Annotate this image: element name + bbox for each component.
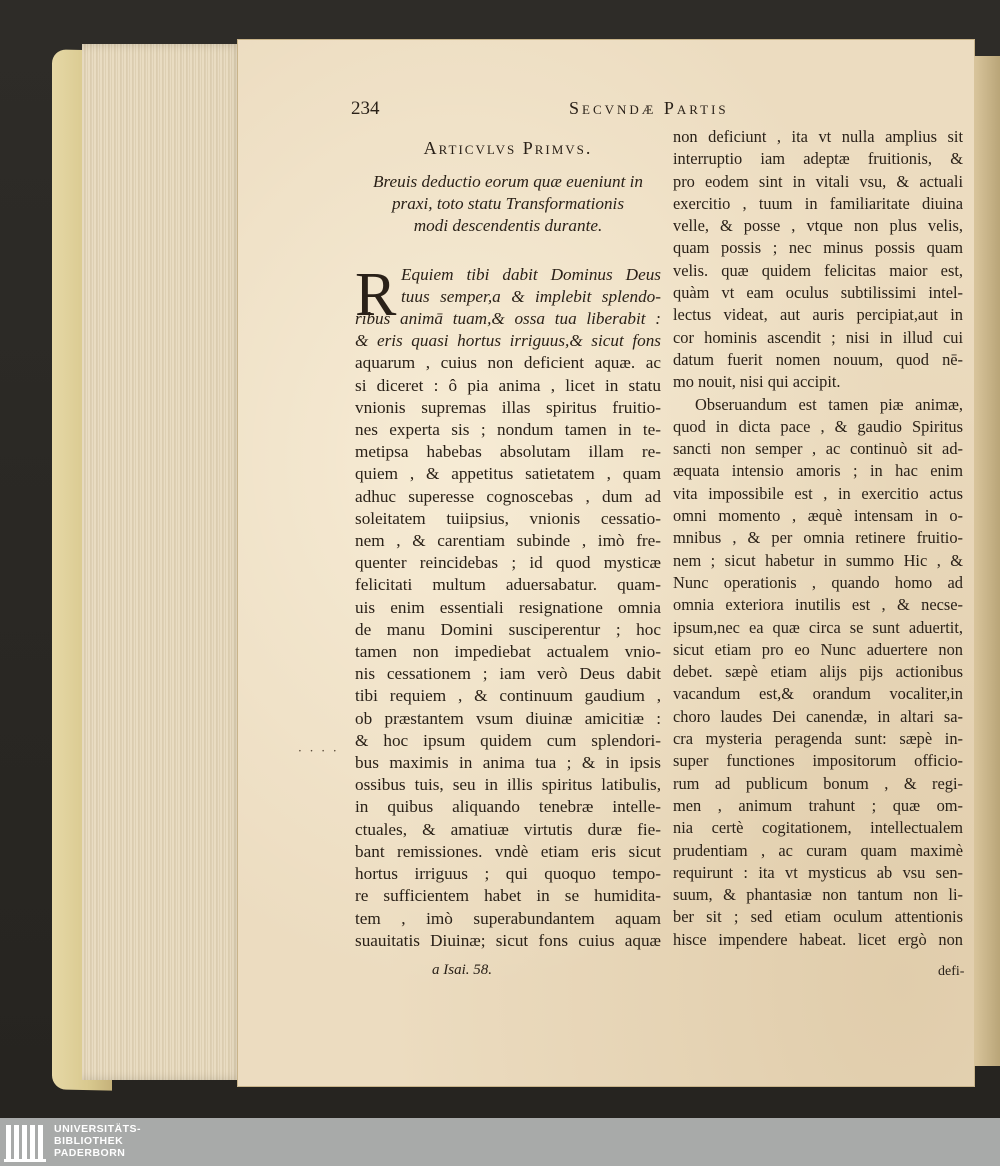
body-line: quiem , & appetitus satietatem , quam: [355, 464, 661, 484]
body-line: nis cessationem ; iam verò Deus dabit: [355, 664, 661, 684]
body-line: mo nouit, nisi qui accipit.: [673, 372, 841, 392]
body-line: cor hominis ascendit ; nisi in illud cui: [673, 327, 963, 347]
catchword: defi-: [938, 964, 965, 979]
body-line: felicitati multum aduersabatur. quam-: [355, 575, 661, 595]
library-name: [54, 1123, 141, 1159]
body-line: in quibus aliquando tenebræ intelle-: [355, 797, 661, 817]
body-line: de manu Domini susciperentur ; hoc: [355, 619, 661, 639]
body-line: velis. quæ quidem felicitas maior est,: [673, 260, 963, 280]
body-line: bus maximis in anima tua ; & in ipsis: [355, 753, 661, 773]
body-line: vita impossibile est , in exercitio actus: [673, 483, 963, 503]
right-text-column: [673, 126, 963, 951]
body-line: uis enim essentiali resignatione omnia: [355, 597, 661, 617]
body-line: ribus animā tuam,& ossa tua liberabit :: [355, 309, 661, 329]
body-line: men , animum trahunt ; quæ om-: [673, 795, 963, 815]
body-line: sancti non semper , ac continuò sit ad-: [673, 439, 963, 459]
summary-line: praxi, toto statu Transformationis: [391, 194, 625, 214]
body-line: aquarum , cuius non deficient aquæ. ac: [355, 353, 661, 373]
body-line: datum fuerit nomen nouum, quod nē-: [673, 349, 963, 369]
body-line: choro laudes Dei canendæ, in altari sa-: [673, 706, 963, 726]
page-stack-edges: [82, 44, 244, 1080]
body-line: æquata intensio amoris ; in hac enim: [673, 461, 963, 481]
body-line: suauitatis Diuinæ; sicut fons cuius aquæ: [355, 930, 661, 950]
summary-line: modi descendentis durante.: [413, 216, 603, 236]
body-line: metipsa habebas absolutam illam re-: [355, 442, 661, 462]
body-line: requirunt : ita vt mysticus ab vsu sen-: [673, 862, 963, 882]
body-line: suum, & phantasiæ non tantum non li-: [673, 885, 963, 905]
body-line: tuus semper,a & implebit splendo-: [401, 286, 661, 306]
library-name-line: UNIVERSITÄTS-: [54, 1123, 142, 1135]
body-line: cra mysteria peragenda sunt: sæpè in-: [673, 729, 963, 749]
body-line: nem ; sicut habetur in summo Hic , &: [673, 550, 963, 570]
body-line: ber sit ; sed etiam oculum attentionis: [673, 907, 963, 927]
body-line: velle, & posse , vtque non plus velis,: [673, 216, 963, 236]
right-body-text: [673, 126, 963, 951]
body-line: Nunc operationis , quando homo ad: [673, 572, 963, 592]
body-line: quam possis ; nec minus possis quam: [673, 238, 963, 258]
body-line: omni momento , æquè intensam in o-: [673, 506, 963, 526]
library-footer-bar: [0, 1118, 1000, 1166]
library-name-line: PADERBORN: [54, 1147, 126, 1159]
body-line: pro eodem sint in vitali vsu, & actuali: [673, 171, 963, 191]
body-line: rum ad publicum bonum , & regi-: [673, 773, 963, 793]
body-line: Equiem tibi dabit Dominus Deus: [401, 264, 661, 284]
body-line: hortus irriguus ; qui quoquo tempo-: [355, 864, 661, 884]
facing-page-edge: [974, 56, 1000, 1066]
running-head-title: Secvndæ Partis: [569, 98, 729, 118]
left-text-column: [355, 136, 661, 952]
body-line: debet. sæpè etiam alijs pijs actionibus: [673, 662, 963, 682]
summary-line: Breuis deductio eorum quæ eueniunt in: [372, 172, 644, 191]
body-line: non deficiunt , ita vt nulla amplius sit: [673, 127, 963, 146]
body-line: & eris quasi hortus irriguus,& sicut fons: [355, 331, 661, 351]
body-line: nem , & carentiam subinde , imò fre-: [355, 531, 661, 551]
body-line: ob præstantem vsum diuinæ amicitiæ :: [355, 708, 661, 728]
body-line: mnibus , & per omnia retinere fruitio-: [673, 528, 963, 548]
body-line: bant remissiones. vndè etiam eris sicut: [355, 841, 661, 861]
body-line: sicut etiam pro eo Nunc aduertere non: [673, 639, 963, 659]
body-line: & hoc ipsum quidem cum splendori-: [355, 730, 661, 750]
body-line: quàm vt eam oculus subtilissimi intel-: [673, 283, 963, 303]
body-line: quenter reincidebas ; id quod mysticæ: [355, 553, 661, 573]
body-line: prudentiam , ac curam quam maximè: [673, 840, 963, 860]
article-title: Articvlvs Primvs.: [423, 138, 593, 158]
dropcap-letter: R: [355, 260, 397, 329]
library-logo-icon: [4, 1121, 48, 1163]
body-line: super functiones impositorum officio-: [673, 751, 963, 771]
body-line: quod in dicta pace , & gaudio Spiritus: [673, 416, 963, 436]
body-line: Obseruandum est tamen piæ animæ,: [695, 394, 963, 414]
body-line: tem , imò superabundantem aquam: [355, 908, 661, 928]
body-line: ctuales, & amatiuæ virtutis duræ fie-: [355, 819, 661, 839]
body-line: exercitio , tuum in familiaritate diuina: [673, 193, 963, 213]
body-line: lectus videat, aut auris percipiat,aut in: [673, 305, 963, 325]
article-summary: [355, 171, 661, 238]
body-line: tamen non impediebat actualem vnio-: [355, 642, 661, 662]
body-line: tibi requiem , & continuum gaudium ,: [355, 686, 661, 706]
body-line: vacandum est,& orandum vocaliter,in: [673, 684, 963, 704]
body-line: ossibus tuis, seu in illis spiritus latibulis,: [355, 775, 661, 795]
page-number: 234: [351, 98, 380, 119]
body-line: nia certè cogitationem, intellectualem: [673, 818, 963, 838]
body-line: omnia exteriora inutilis est , & necse-: [673, 595, 963, 615]
body-line: soleitatem tuiipsius, vnionis cessatio-: [355, 508, 661, 528]
body-line: hisce impendere habeat. licet ergò non: [673, 929, 963, 949]
body-line: si diceret : ô pia anima , licet in statu: [355, 375, 661, 395]
body-line: interruptio iam adeptæ fruitionis, &: [673, 149, 963, 169]
margin-mark: · · · ·: [298, 744, 339, 758]
body-line: re sufficientem habet in se humidita-: [355, 886, 661, 906]
body-line: nes experta sis ; nondum tamen in te-: [355, 420, 661, 440]
footnote: a Isai. 58.: [432, 962, 492, 978]
body-line: vnionis supremas illas spiritus fruitio-: [355, 397, 661, 417]
body-line: ipsum,nec ea quæ circa se sunt aduertit,: [673, 617, 963, 637]
body-line: adhuc superesse cognoscebas , dum ad: [355, 486, 661, 506]
running-head: [351, 98, 961, 126]
library-name-line: BIBLIOTHEK: [54, 1135, 124, 1147]
left-body-text: [355, 308, 661, 952]
